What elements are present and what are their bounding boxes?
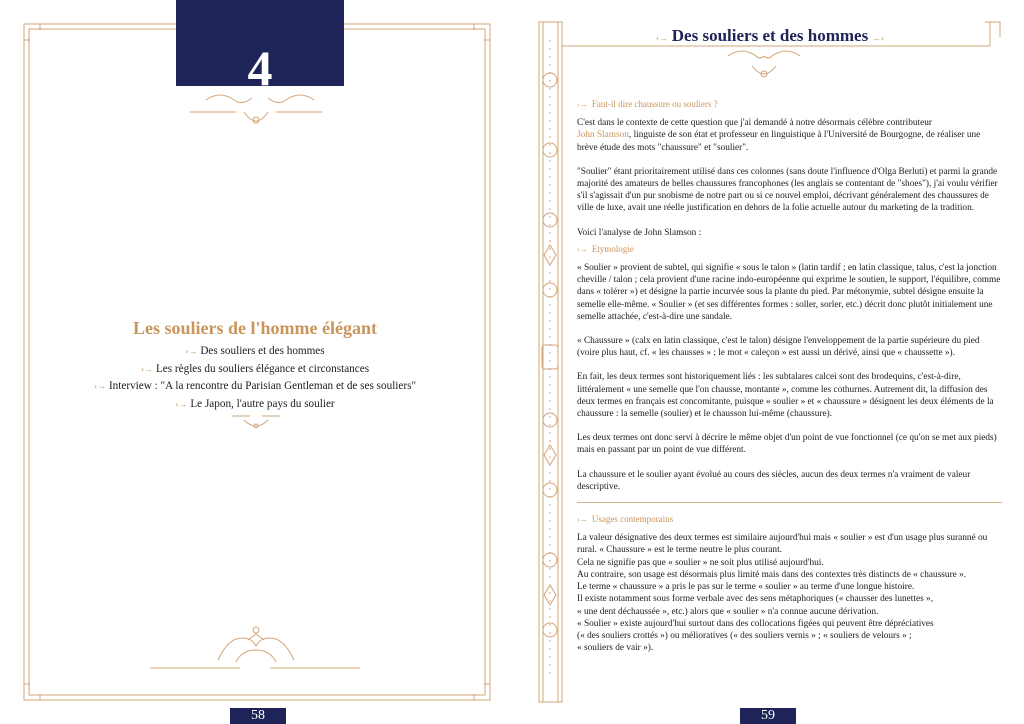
usage-line: Cela ne signifie pas que « soulier » ne soit plus utilisé aujourd'hui. bbox=[577, 557, 824, 568]
paragraph: Voici l'analyse de John Slamson : bbox=[577, 227, 702, 238]
arrow-icon: ›→ bbox=[577, 244, 588, 254]
paragraph: « Chaussure » (calx en latin classique, c'est le talon) désigne l'enveloppement de la partie supérieure du pied (voire plus haut, cf. « les chausses » ; le mot « caleçon » est aussi un dérivé, ainsi que « chaussette »). bbox=[577, 336, 980, 359]
paragraph-text: C'est dans le contexte de cette question que j'ai demandé à notre désormais célèbre contributeur bbox=[577, 118, 932, 129]
paragraph: La chaussure et le soulier ayant évolué au cours des siècles, aucun des deux termes n'a vraiment de valeur descriptive. bbox=[577, 469, 971, 492]
sub-heading-label: Etymologie bbox=[591, 243, 634, 254]
author-link[interactable]: John Slamson bbox=[577, 130, 629, 141]
toc-item-label: Les règles du souliers élégance et circonstances bbox=[155, 362, 370, 375]
page-number-left: 58 bbox=[230, 708, 286, 724]
chapter-number: 4 bbox=[247, 40, 273, 96]
arrow-icon: ›→ bbox=[175, 398, 188, 409]
paragraph: "Soulier" étant prioritairement utilisé dans ces colonnes (sans doute l'influence d'Olga Berluti) et parmi la grande majorité des amateurs de belles chaussures francophones (les anglais se contentant de "shoes"), j'ai voulu vérifier s'il s'agissait d'un pur snobisme de notre part ou si ce nouvel emploi, décrivant généralement des chaussures de ville de luxe, avait une réelle justification en dehors de la folie actuelle autour du marketing de la tradition. bbox=[577, 166, 998, 214]
usage-line: « Soulier » existe aujourd'hui surtout dans des collocations figées qui peuvent être dépréciatives bbox=[577, 618, 934, 629]
arrow-icon: ›→ bbox=[577, 100, 588, 109]
paragraph: En fait, les deux termes sont historiquement liés : les subtalares calcei sont des brodequins, c'est-à-dire, littéralement « une semelle que l'on chausse, montante », comme les cothurnes. Autrement dit, la diffusion des deux termes en français est concomitante, puisque « soulier » et « chaussure » désignent les deux éléments de la chaussure : la semelle (soulier) et le chausson lui-même (chaussure). bbox=[577, 372, 994, 420]
paragraph-text: , linguiste de son état et professeur en linguistique à l'Université de Bourgogne, de réaliser une brève étude des mots "chaussure" et "soulier". bbox=[577, 130, 981, 153]
sub-heading bbox=[577, 243, 1002, 256]
usage-line: « souliers de vair »). bbox=[577, 643, 654, 654]
toc-item[interactable] bbox=[40, 361, 470, 379]
section-heading bbox=[577, 513, 1002, 526]
arrow-icon: ›→ bbox=[93, 381, 106, 391]
arrow-icon: ›→ bbox=[577, 515, 588, 525]
section-heading-label: Usages contemporains bbox=[591, 514, 674, 525]
article-body bbox=[577, 98, 1002, 654]
chapter-title: Les souliers de l'homme élégant bbox=[133, 318, 377, 338]
page-header bbox=[650, 26, 890, 46]
toc-item[interactable] bbox=[40, 378, 470, 396]
section-heading-label: Faut-il dire chaussure ou souliers ? bbox=[591, 99, 718, 109]
usage-line: Au contraire, son usage est désormais plus limité mais dans des contextes très distincts de « chaussure ». bbox=[577, 569, 967, 580]
arrow-icon: ›→ bbox=[140, 363, 153, 374]
arrow-icon: ←‹ bbox=[872, 33, 885, 43]
toc-item[interactable] bbox=[40, 343, 470, 361]
paragraph bbox=[577, 117, 1002, 154]
usage-line: Le terme « chaussure » a pris le pas sur le terme « soulier » au terme d'une longue histoire. bbox=[577, 582, 915, 593]
usage-line: (« des souliers crottés ») ou mélioratives (« des souliers vernis » ; « souliers de velours » ; bbox=[577, 630, 912, 641]
usage-line: Il existe notamment sous forme verbale avec des sens métaphoriques (« chausser des lunettes », bbox=[577, 594, 934, 605]
usage-line: « une dent déchaussée », etc.) alors que « soulier » n'a connue aucune dérivation. bbox=[577, 606, 879, 617]
divider bbox=[577, 502, 1002, 503]
toc-item-label: Interview : "A la rencontre du Parisian Gentleman et de ses souliers" bbox=[108, 380, 417, 392]
paragraph: Les deux termes ont donc servi à décrire le même objet d'un point de vue fonctionnel (ce qu'on se met aux pieds) mais en passant par un point de vue différent. bbox=[577, 433, 997, 456]
paragraph: « Soulier » provient de subtel, qui signifie « sous le talon » (latin tardif ; en latin classique, talus, c'est la jonction cheville / talon ; cela provient d'une racine indo-européenne qui exprime le soutien, le support, l'équilibre, comme dans « tolérer ») et désigne la partie incurvée sous la plante du pied. Par métonymie, subtel désigne ensuite la semelle elle-même. « Soulier » (et ses différentes formes : soller, sorler, etc.) décrit donc plutôt initialement une semelle attachée, c'est-à-dire une sandale. bbox=[577, 263, 1001, 322]
section-heading bbox=[577, 98, 1002, 111]
page-title: Des souliers et des hommes bbox=[671, 26, 869, 45]
usage-line: La valeur désignative des deux termes est similaire aujourd'hui mais « soulier » est d'un usage plus suranné ou rural. « Chaussure » est le terme neutre le plus courant. bbox=[577, 533, 988, 556]
toc-item[interactable] bbox=[40, 396, 470, 414]
toc-item-label: Le Japon, l'autre pays du soulier bbox=[190, 397, 335, 410]
arrow-icon: ›→ bbox=[185, 346, 198, 356]
page-number-right: 59 bbox=[740, 708, 796, 724]
table-of-contents bbox=[40, 343, 470, 413]
arrow-icon: ›→ bbox=[655, 33, 668, 43]
toc-item-label: Des souliers et des hommes bbox=[200, 345, 325, 357]
